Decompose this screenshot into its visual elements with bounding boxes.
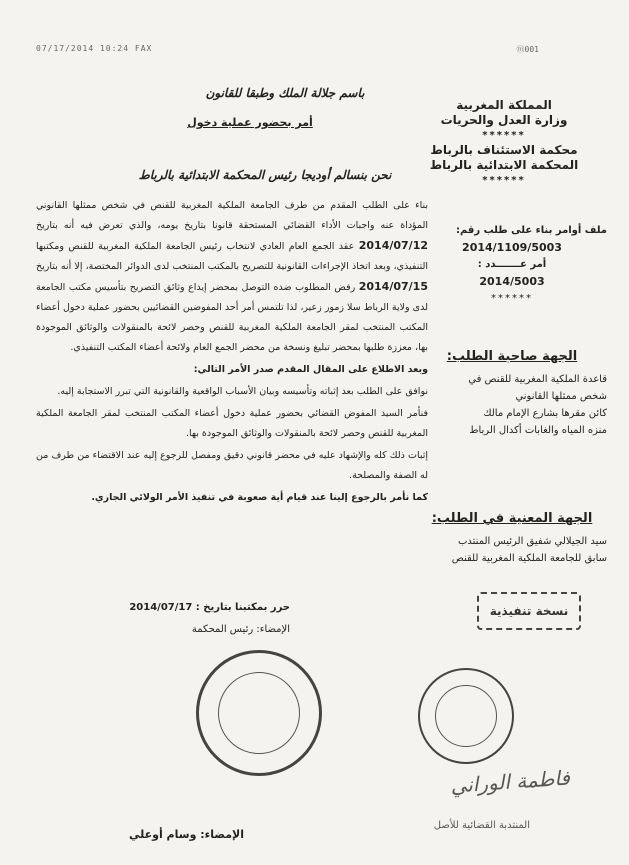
respondent-line: سابق للجامعة الملكية المغربية للقنص bbox=[451, 553, 607, 564]
body-paragraph bbox=[36, 196, 428, 358]
kingdom-name: المملكة المغربية bbox=[456, 98, 552, 112]
seal-inner-ring bbox=[435, 685, 497, 747]
requester-line: منزه المياه والغابات أكدال الرباط bbox=[469, 425, 607, 436]
fax-header: 07/17/2014 10:24 FAX bbox=[36, 44, 153, 53]
court-appeal-name: محكمة الاستئناف بالرباط bbox=[430, 143, 578, 157]
body-paragraph: فنأمر السيد المفوض القضائي بحضور عملية دخول أعضاء المكتب المنتخب لمقر الجامعة الملكية المغربية للقنص وحصر لائحة بالمنقولات والوثائق الموجودة بها. bbox=[36, 408, 428, 439]
court-header bbox=[419, 98, 589, 188]
requester-line: قاعدة الملكية المغربية للقنص في bbox=[468, 374, 607, 385]
meeting-date: 2014/07/12 bbox=[358, 239, 428, 252]
seal-inner-ring bbox=[218, 672, 300, 754]
order-body bbox=[36, 196, 428, 510]
date-label: حرر بمكتبنا بتاريخ : bbox=[195, 602, 290, 613]
body-paragraph: إثبات ذلك كله والإشهاد عليه في محضر قانوني دقيق ومفصل للرجوع إليه عند الاقتضاء من طرف من له الصفة والمصلحة. bbox=[36, 450, 428, 481]
clerk-signature: الإمضاء: وسام أوعلي bbox=[128, 828, 244, 841]
body-paragraph: نوافق على الطلب بعد إثباته وتأسيسه وبيان الأسباب الواقعية والقانونية التي تبرر الاستجابة إليه. bbox=[57, 386, 428, 397]
requester-line: شخص ممثلها القانوني bbox=[515, 391, 607, 402]
file-label: ملف أوامر بناء على طلب رقم: bbox=[455, 225, 607, 236]
body-text: بناء على الطلب المقدم من طرف الجامعة الملكية المغربية للقنص في شخص ممثلها القانوني المؤداة عنه واجبات الأداء القضائي المستحقة قانونا بتاريخ يومه، والذي تعرض فيه أنه بتاريخ bbox=[36, 200, 428, 231]
stars-divider: ****** bbox=[482, 175, 526, 186]
court-seal-stamp bbox=[196, 650, 322, 776]
stars-divider: ****** bbox=[482, 130, 526, 141]
signature-title: المنتدبة القضائية للأصل bbox=[433, 820, 530, 831]
body-text: رفض المطلوب ضده التوصل بمحضر إيداع وثائق التصريح بتأسيس مكتب الجامعة لدى ولاية الرباط سلا زمور زعير، لذا تلتمس أمر أحد المفوضين القضائيين بحضور عملية دخول أعضاء المكتب المنتخب لمقر الجامعة الملكية المغربية للقنص وحصر لائحة بالمنقولات والوثائق الموجودة بها، معززة طلبها بمحضر تبليغ ونسخة من محضر الجمع العام ولائحة أعضاء المكتب التنفيذي. bbox=[36, 282, 428, 353]
signature-date bbox=[100, 602, 290, 613]
requester-line: كائن مقرها بشارع الإمام مالك bbox=[483, 408, 607, 419]
refusal-date: 2014/07/15 bbox=[358, 280, 428, 293]
handwritten-signature: فاطمة الوراني bbox=[449, 765, 571, 798]
body-text: عقد الجمع العام العادي لانتخاب رئيس الجامعة الملكية المغربية للقنص ومكتبها التنفيذي، وبعد اتخاذ الإجراءات القانونية للتصريح بالمكتب المنتخب لدى الدوائر المختصة، إلا أنه بتاريخ bbox=[36, 241, 428, 272]
file-info bbox=[417, 222, 607, 307]
order-label: أمر عـــــــدد : bbox=[477, 259, 547, 270]
respondent-title: الجهة المعنية في الطلب: bbox=[431, 511, 593, 526]
court-first-instance-name: المحكمة الابتدائية بالرباط bbox=[429, 158, 579, 172]
invocation-title: باسم جلالة الملك وطبقا للقانون bbox=[205, 86, 365, 100]
executory-copy-stamp: نسخة تنفيذية bbox=[477, 592, 581, 630]
fax-page-number: ⓜ001 bbox=[516, 45, 539, 54]
president-signature-label: الإمضاء: رئيس المحكمة bbox=[191, 624, 290, 635]
file-number: 2014/1109/5003 bbox=[462, 241, 562, 254]
body-paragraph: وبعد الاطلاع على المقال المقدم صدر الأمر التالي: bbox=[193, 364, 428, 375]
requester-section bbox=[417, 344, 607, 439]
judge-line: نحن بنسالم أوديجا رئيس المحكمة الابتدائية بالرباط bbox=[138, 168, 392, 182]
requester-title: الجهة صاحبة الطلب: bbox=[446, 349, 578, 364]
order-title: أمر بحضور عملية دخول bbox=[187, 116, 313, 129]
stars-divider: ****** bbox=[491, 293, 533, 304]
order-number: 2014/5003 bbox=[479, 275, 545, 288]
body-paragraph: كما نأمر بالرجوع إلينا عند قيام أية صعوبة في تنفيذ الأمر الولائي الجاري. bbox=[91, 492, 428, 503]
sign-date-value: 2014/07/17 bbox=[129, 602, 193, 613]
respondent-section bbox=[417, 506, 607, 567]
clerk-seal-stamp bbox=[418, 668, 514, 764]
ministry-name: وزارة العدل والحريات bbox=[440, 113, 568, 127]
respondent-line: سيد الجيلالي شفيق الرئيس المنتدب bbox=[458, 536, 607, 547]
